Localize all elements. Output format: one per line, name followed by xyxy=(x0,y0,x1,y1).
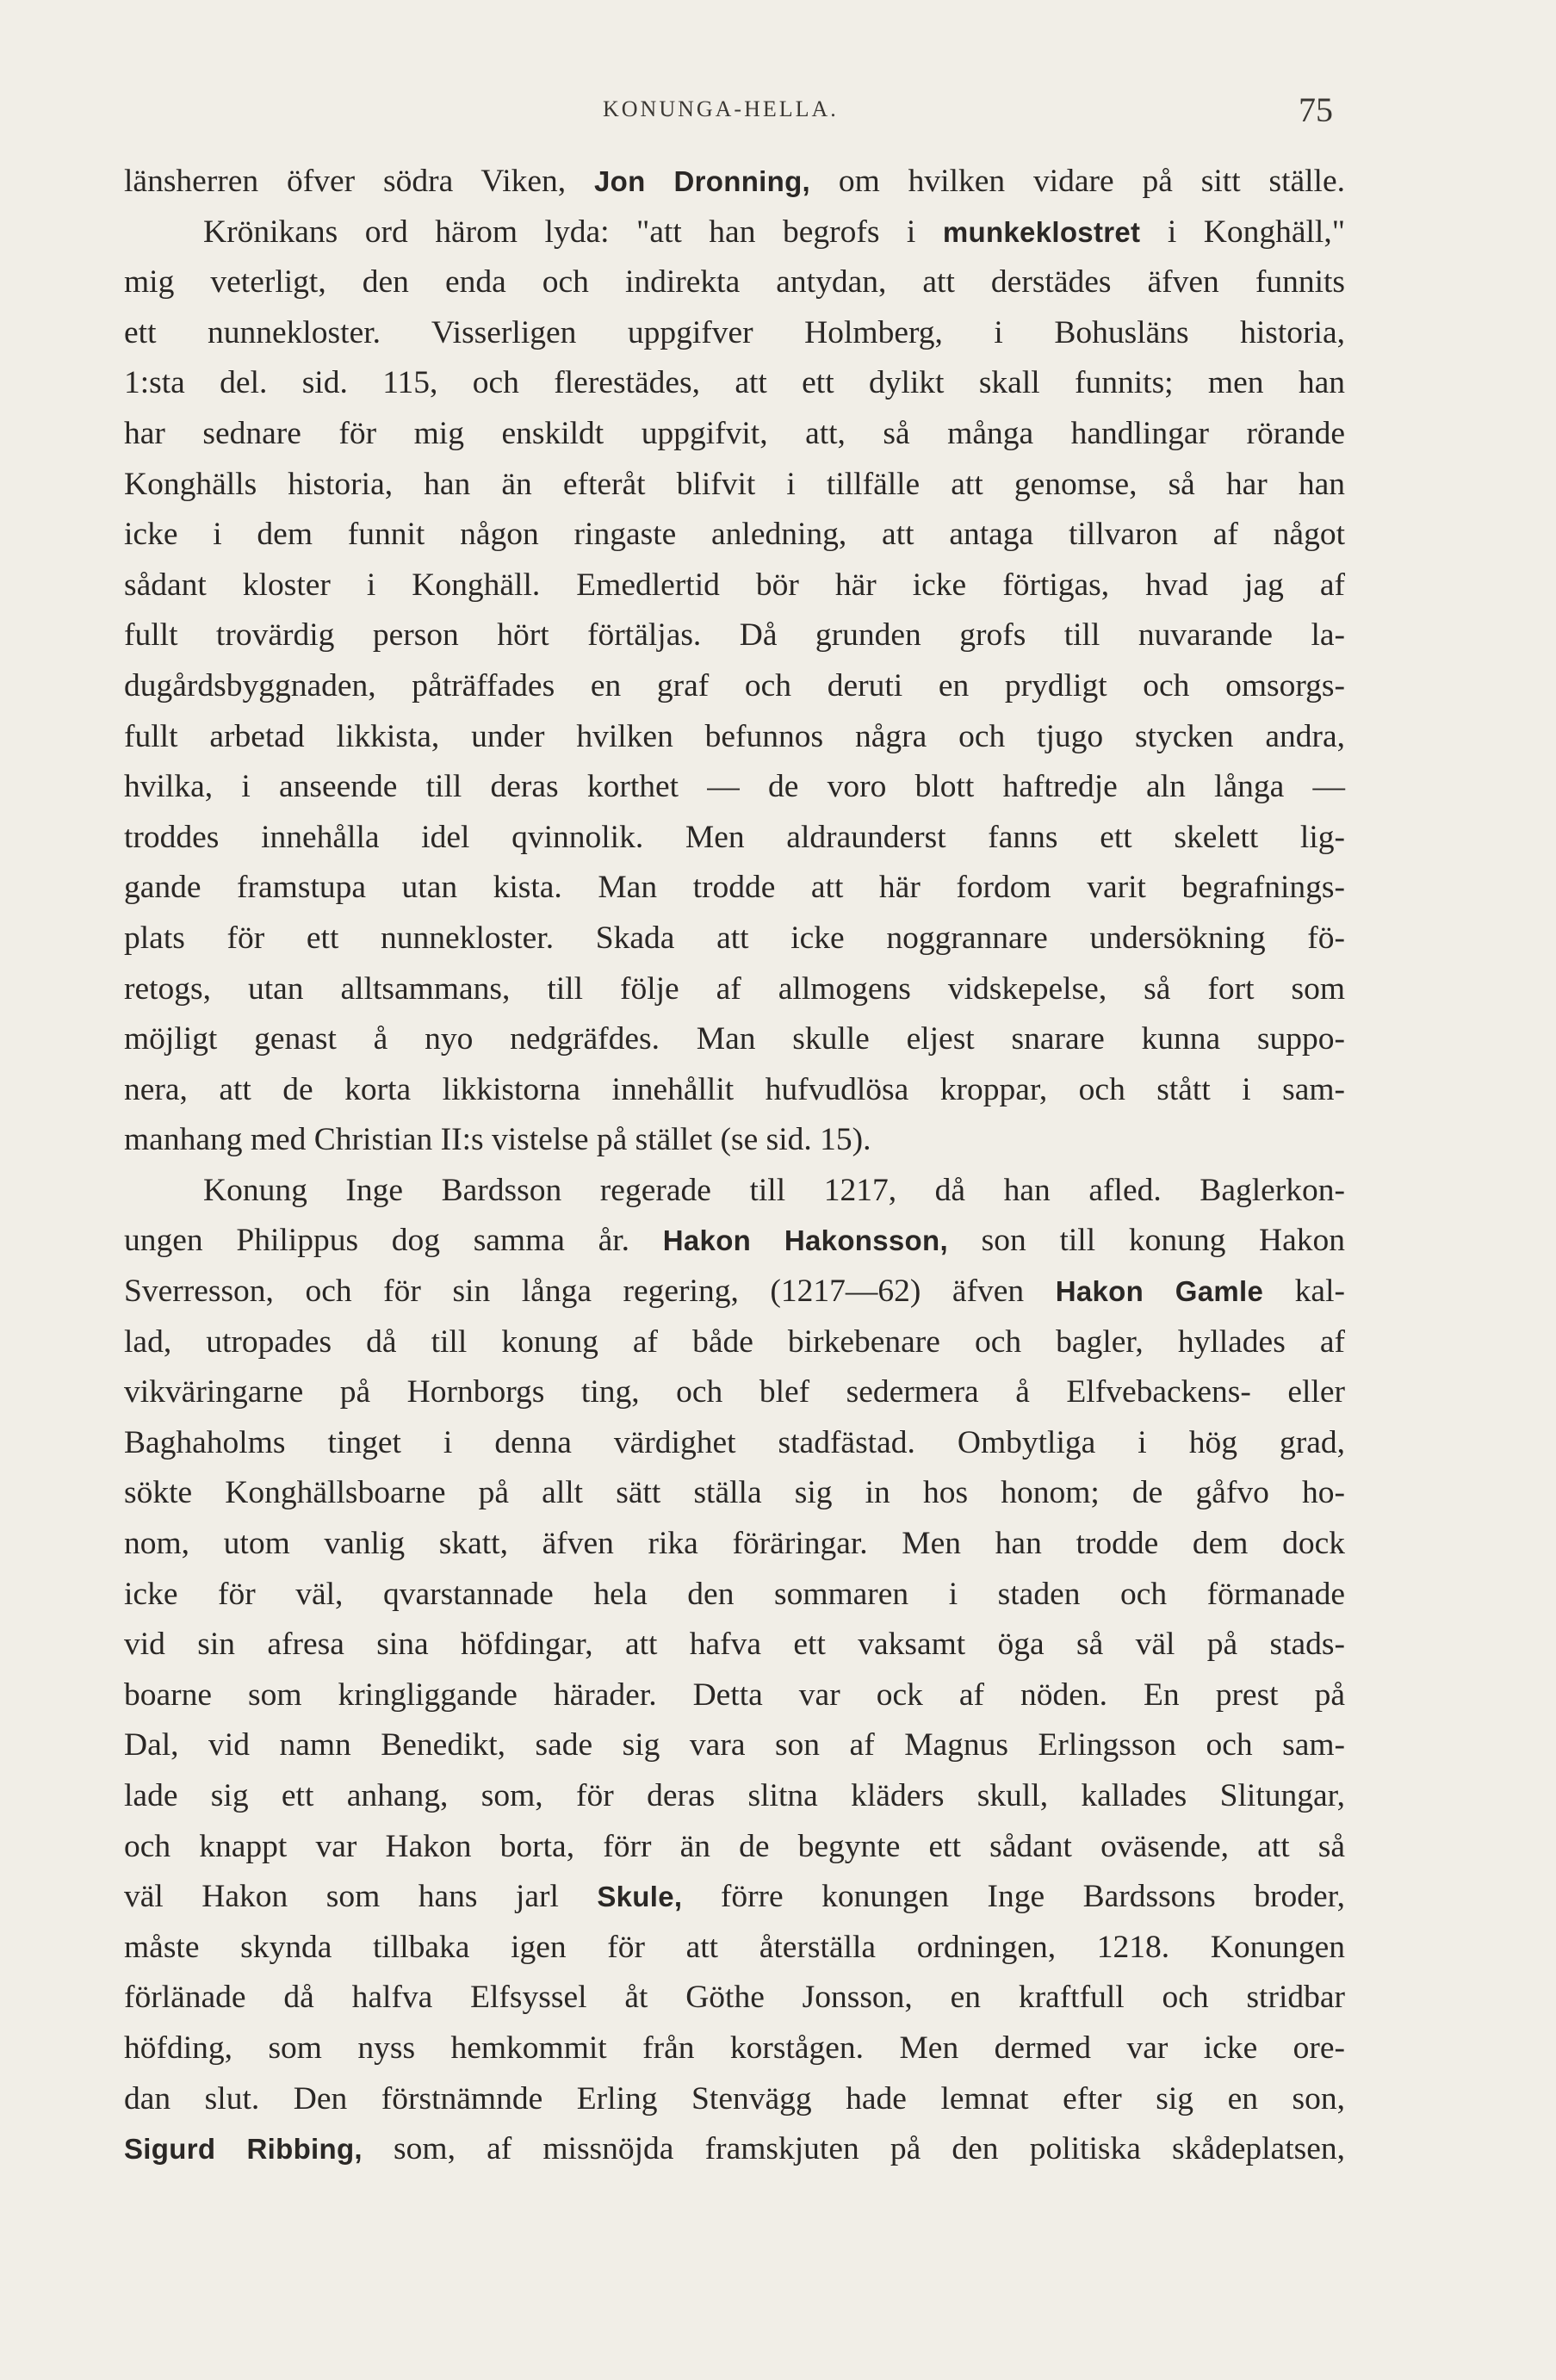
text-run: i Konghäll," xyxy=(1140,214,1345,250)
text-line xyxy=(124,2024,1345,2074)
text-line xyxy=(124,1317,1345,1368)
text-line xyxy=(124,964,1345,1015)
text-run: kal- xyxy=(1263,1274,1345,1310)
text-run: gande framstupa utan kista. Man trodde att här fordom varit begrafnings- xyxy=(124,870,1345,906)
text-line xyxy=(124,510,1345,561)
text-run: sökte Konghällsboarne på allt sätt ställa sig in hos honom; de gåfvo ho- xyxy=(124,1475,1345,1511)
text-run: Sverresson, och för sin långa regering, (1217—62) äfven xyxy=(124,1274,1056,1310)
text-run: mig veterligt, den enda och indirekta antydan, att derstädes äfven funnits xyxy=(124,264,1345,301)
text-run: retogs, utan alltsammans, till följe af allmogens vidskepelse, så fort som xyxy=(124,970,1345,1007)
text-run: och knappt var Hakon borta, förr än de begynte ett sådant oväsende, att så xyxy=(124,1828,1345,1864)
text-run: Baghaholms tinget i denna värdighet stadfästad. Ombytliga i hög grad, xyxy=(124,1424,1345,1460)
text-line xyxy=(124,308,1345,359)
text-line xyxy=(124,409,1345,460)
text-line xyxy=(124,460,1345,511)
text-run: fullt arbetad likkista, under hvilken befunnos några och tjugo stycken andra, xyxy=(124,718,1345,754)
text-line xyxy=(124,358,1345,409)
text-line xyxy=(124,1418,1345,1469)
text-line xyxy=(124,2074,1345,2125)
bold-name: Jon Dronning, xyxy=(594,165,811,197)
text-run: lade sig ett anhang, som, för deras slitna kläders skull, kallades Slitungar, xyxy=(124,1778,1345,1813)
bold-name: munkeklostret xyxy=(942,215,1141,248)
bold-name: Sigurd Ribbing, xyxy=(124,2133,363,2166)
text-line xyxy=(124,1670,1345,1721)
text-run: väl Hakon som hans jarl xyxy=(124,1879,598,1915)
text-run: har sednare för mig enskildt uppgifvit, att, så många handlingar rörande xyxy=(124,415,1345,451)
text-run: vid sin afresa sina höfdingar, att hafva ett vaksamt öga så väl på stads- xyxy=(124,1627,1345,1663)
text-line xyxy=(124,1872,1345,1923)
text-line xyxy=(124,1216,1345,1267)
text-run: hvilka, i anseende till deras korthet — de voro blott haftredje aln långa — xyxy=(124,769,1345,805)
text-line xyxy=(124,157,1345,208)
text-run: boarne som kringliggande härader. Detta var ock af nöden. En prest på xyxy=(124,1677,1345,1713)
text-line xyxy=(124,1973,1345,2024)
text-run: troddes innehålla idel qvinnolik. Men aldraunderst fanns ett skelett lig- xyxy=(124,819,1345,855)
text-run: länsherren öfver södra Viken, xyxy=(124,164,595,199)
text-run: ett nunnekloster. Visserligen uppgifver Holmberg, i Bohusläns historia, xyxy=(124,314,1345,350)
text-line xyxy=(124,1014,1345,1065)
text-run: Konung Inge Bardsson regerade till 1217, då han afled. Baglerkon- xyxy=(203,1172,1345,1208)
text-line xyxy=(124,1720,1345,1771)
text-run: Dal, vid namn Benedikt, sade sig vara son af Magnus Erlingsson och sam- xyxy=(124,1727,1345,1763)
page-header xyxy=(0,90,1556,141)
text-line xyxy=(124,1923,1345,1974)
bold-name: Hakon Hakonsson, xyxy=(662,1224,948,1257)
text-run: om hvilken vidare på sitt ställe. xyxy=(810,164,1345,199)
text-line xyxy=(124,1166,1345,1217)
text-line xyxy=(124,561,1345,611)
text-run: 1:sta del. sid. 115, och flerestädes, att ett dylikt skall funnits; men han xyxy=(124,365,1345,401)
text-line xyxy=(124,1620,1345,1670)
text-run: höfding, som nyss hemkommit från korstågen. Men dermed var icke ore- xyxy=(124,2030,1345,2066)
text-run: som, af missnöjda framskjuten på den politiska skådeplatsen, xyxy=(362,2131,1345,2167)
text-line xyxy=(124,1115,1345,1166)
text-run: fullt trovärdig person hört förtäljas. Då grunden grofs till nuvarande la- xyxy=(124,617,1345,654)
text-line xyxy=(124,914,1345,964)
text-line xyxy=(124,762,1345,813)
body-text xyxy=(124,157,1345,2175)
text-run: vikväringarne på Hornborgs ting, och blef sedermera å Elfvebackens- eller xyxy=(124,1374,1345,1410)
text-line xyxy=(124,863,1345,914)
text-run: plats för ett nunnekloster. Skada att icke noggrannare undersökning fö- xyxy=(124,920,1345,956)
text-line xyxy=(124,257,1345,308)
text-line xyxy=(124,2124,1345,2175)
text-run: nom, utom vanlig skatt, äfven rika föräringar. Men han trodde dem dock xyxy=(124,1526,1345,1562)
text-run: förre konungen Inge Bardssons broder, xyxy=(682,1879,1345,1915)
text-line xyxy=(124,1065,1345,1116)
text-run: son till konung Hakon xyxy=(947,1223,1345,1259)
text-line xyxy=(124,1519,1345,1570)
text-line xyxy=(124,208,1345,258)
text-run: icke i dem funnit någon ringaste anledning, att antaga tillvaron af något xyxy=(124,517,1345,553)
text-run: sådant kloster i Konghäll. Emedlertid bör här icke förtigas, hvad jag af xyxy=(124,567,1345,603)
text-line xyxy=(124,712,1345,763)
text-run: måste skynda tillbaka igen för att återställa ordningen, 1218. Konungen xyxy=(124,1929,1345,1965)
text-run: dugårdsbyggnaden, påträffades en graf och deruti en prydligt och omsorgs- xyxy=(124,667,1345,703)
text-run: icke för väl, qvarstannade hela den sommaren i staden och förmanade xyxy=(124,1576,1345,1612)
page-number: 75 xyxy=(1299,90,1333,129)
text-line xyxy=(124,1367,1345,1418)
text-line xyxy=(124,661,1345,712)
text-run: dan slut. Den förstnämnde Erling Stenvägg hade lemnat efter sig en son, xyxy=(124,2080,1345,2117)
text-run: Konghälls historia, han än efteråt blifvit i tillfälle att genomse, så har han xyxy=(124,466,1345,502)
text-line xyxy=(124,1771,1345,1822)
text-run: lad, utropades då till konung af både birkebenare och bagler, hyllades af xyxy=(124,1323,1345,1360)
text-line xyxy=(124,1570,1345,1621)
text-run: möjligt genast å nyo nedgräfdes. Man skulle eljest snarare kunna suppo- xyxy=(124,1021,1345,1057)
running-head: KONUNGA-HELLA. xyxy=(603,96,839,121)
text-run: förlänade då halfva Elfsyssel åt Göthe Jonsson, en kraftfull och stridbar xyxy=(124,1980,1345,2016)
bold-name: Hakon Gamle xyxy=(1055,1275,1264,1308)
text-run: Krönikans ord härom lyda: "att han begrofs i xyxy=(203,214,943,250)
text-line xyxy=(124,610,1345,661)
text-run: manhang med Christian II:s vistelse på stället (se sid. 15). xyxy=(124,1122,871,1158)
text-run: nera, att de korta likkistorna innehållit hufvudlösa kroppar, och stått i sam- xyxy=(124,1071,1345,1107)
text-line xyxy=(124,1468,1345,1519)
text-line xyxy=(124,813,1345,864)
text-line xyxy=(124,1267,1345,1317)
text-line xyxy=(124,1822,1345,1873)
bold-name: Skule, xyxy=(597,1881,683,1913)
text-run: ungen Philippus dog samma år. xyxy=(124,1223,663,1259)
